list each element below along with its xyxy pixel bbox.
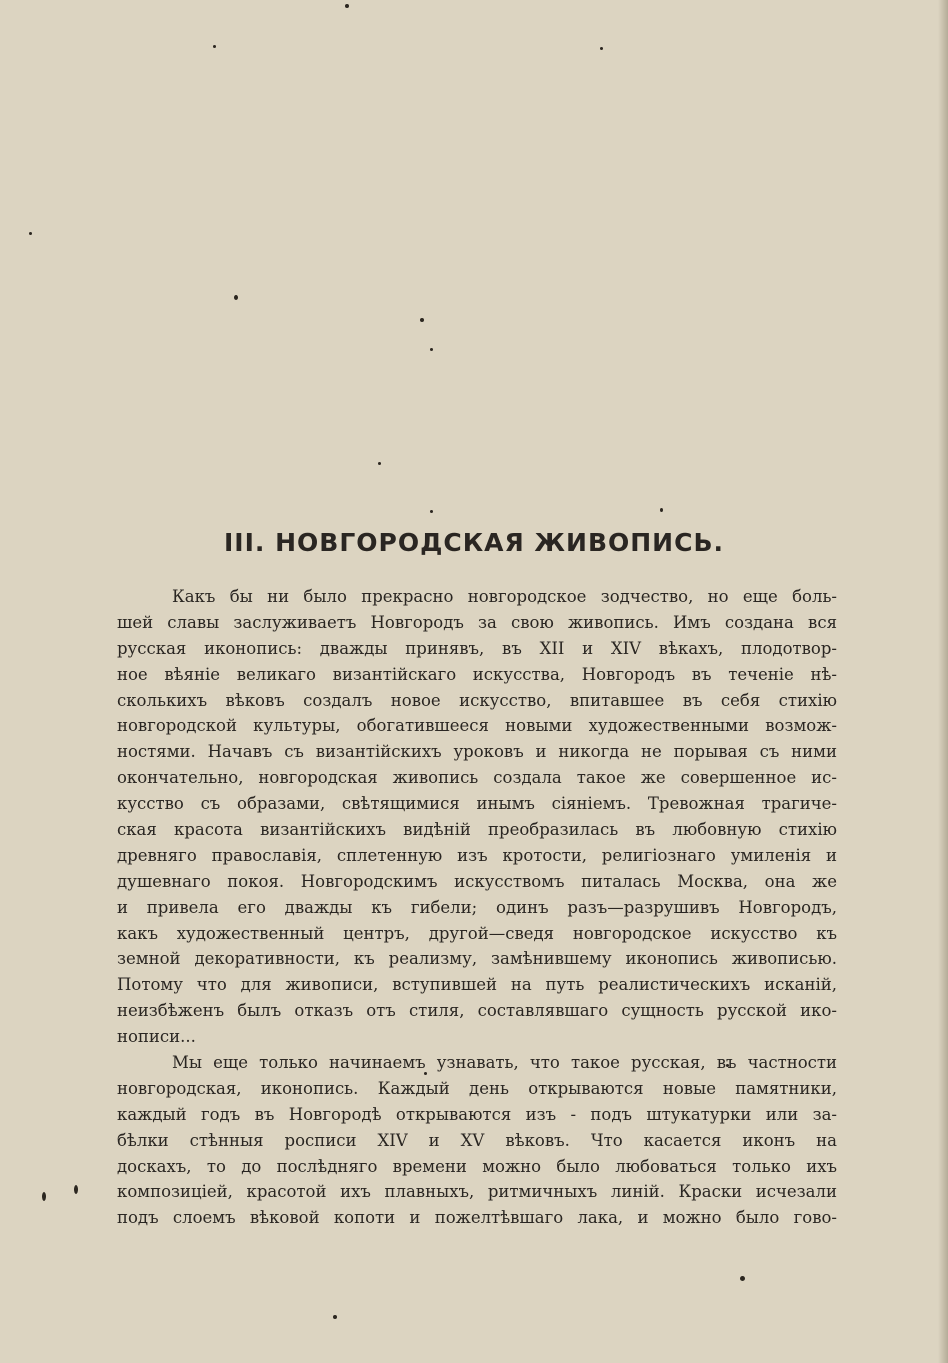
text-line: нописи... (117, 1027, 196, 1047)
text-line: Потому что для живописи, вступившей на путь реалистическихъ исканій, (117, 975, 837, 995)
scan-speck (740, 1276, 745, 1281)
scan-speck (74, 1185, 78, 1194)
scan-speck (234, 295, 238, 300)
text-line: новгородской культуры, обогатившееся новыми художественными возмож- (117, 716, 837, 736)
text-line: ное вѣяніе великаго византійскаго искусства, Новгородъ въ теченіе нѣ- (117, 664, 837, 684)
text-line: ностями. Начавъ съ византійскихъ уроковъ и никогда не порывая съ ними (117, 742, 837, 762)
scan-speck (29, 232, 32, 235)
text-line: и привела его дважды къ гибели; одинъ разъ—разрушивъ Новгородъ, (117, 897, 837, 917)
scan-speck (420, 318, 424, 322)
text-line: земной декоративности, къ реализму, замѣнившему иконопись живописью. (117, 949, 837, 969)
text-line: кусство съ образами, свѣтящимися инымъ сіяніемъ. Тревожная трагиче- (117, 794, 837, 814)
text-line: Мы еще только начинаемъ узнавать, что такое русская, въ частности (172, 1053, 837, 1073)
text-line: шей славы заслуживаетъ Новгородъ за свою живопись. Имъ создана вся (117, 612, 837, 632)
scan-speck (345, 4, 349, 8)
text-line: сколькихъ вѣковъ создалъ новое искусство, впитавшее въ себя стихію (117, 690, 837, 710)
text-line: доскахъ, то до послѣдняго времени можно было любоваться только ихъ (117, 1156, 837, 1176)
text-line: древняго православія, сплетенную изъ кротости, религіознаго умиленія и (117, 845, 837, 865)
text-line: подъ слоемъ вѣковой копоти и пожелтѣвшаго лака, и можно было гово- (117, 1208, 837, 1228)
scan-speck (213, 45, 216, 48)
scan-speck (42, 1192, 46, 1201)
text-line: какъ художественный центръ, другой—сведя новгородское искусство къ (117, 923, 837, 943)
text-line: душевнаго покоя. Новгородскимъ искусствомъ питалась Москва, она же (117, 871, 837, 891)
scan-speck (378, 462, 381, 465)
text-line: окончательно, новгородская живопись создала такое же совершенное ис- (117, 768, 837, 788)
page-edge-shadow (938, 0, 948, 1363)
text-line: композиціей, красотой ихъ плавныхъ, ритмичныхъ линій. Краски исчезали (117, 1182, 837, 1202)
chapter-title: III. НОВГОРОДСКАЯ ЖИВОПИСЬ. (223, 528, 725, 557)
scan-speck (430, 510, 433, 513)
text-line: Какъ бы ни было прекрасно новгородское зодчество, но еще боль- (172, 587, 837, 606)
text-line: каждый годъ въ Новгородѣ открываются изъ - подъ штукатурки или за- (117, 1104, 837, 1124)
scan-speck (333, 1315, 337, 1319)
text-line: бѣлки стѣнныя росписи XIV и XV вѣковъ. Что касается иконъ на (117, 1130, 837, 1150)
scan-speck (600, 47, 603, 50)
text-line: неизбѣженъ былъ отказъ отъ стиля, составлявшаго сущность русской ико- (117, 1001, 837, 1021)
paragraph (117, 584, 837, 1050)
scan-speck (660, 508, 663, 512)
text-line: новгородская, иконопись. Каждый день открываются новые памятники, (117, 1078, 837, 1098)
paragraph (117, 1050, 837, 1231)
text-line: ская красота византійскихъ видѣній преобразилась въ любовную стихію (117, 820, 837, 840)
text-line: русская иконопись: дважды принявъ, въ XII и XIV вѣкахъ, плодотвор- (117, 638, 837, 658)
body-text (117, 584, 837, 1231)
scan-speck (430, 348, 433, 351)
